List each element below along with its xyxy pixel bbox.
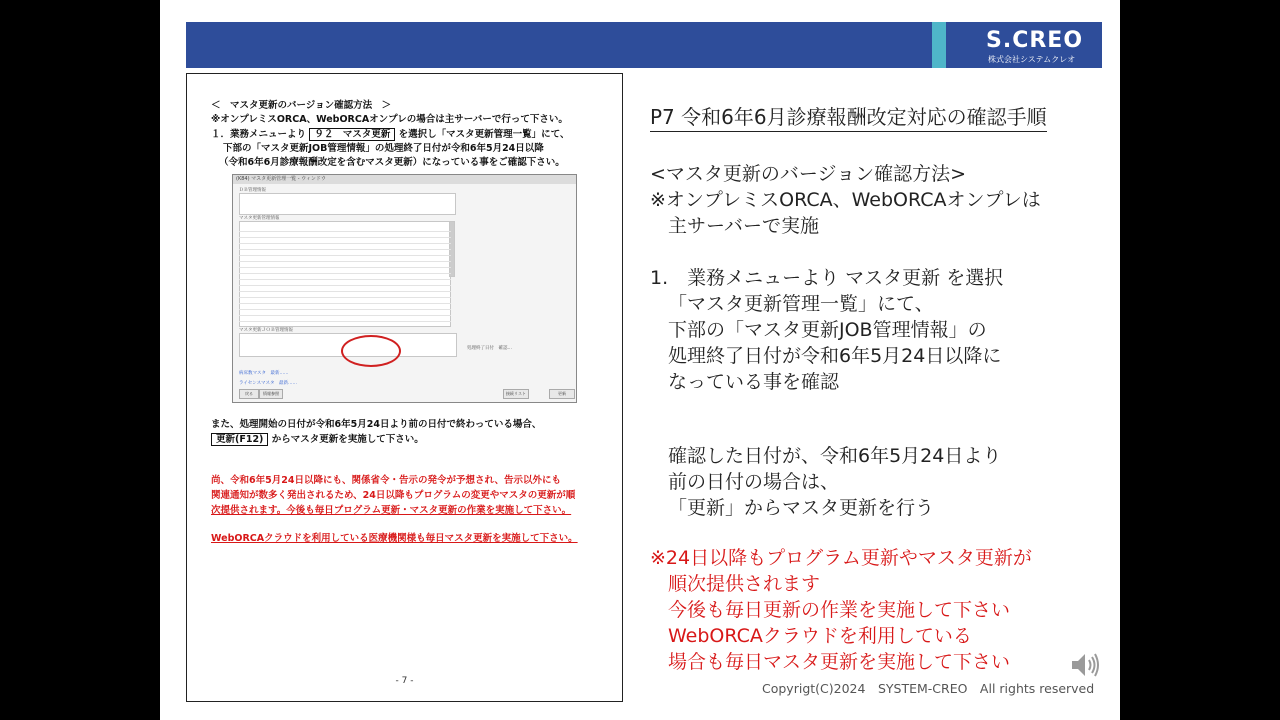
header-accent-bar bbox=[932, 22, 946, 68]
text-line: 下部の「マスタ更新JOB管理情報」の bbox=[668, 319, 987, 341]
orca-screenshot: (K84) マスタ更新管理一覧 - ウィンドウ ＤＢ管理情報 マスタ更新管理情報 マスタ更新ＪＯＢ管理情報 処理終了日付 確認… 病床数マスタ 最新…… ライセンスマスタ 最新…… 戻る 情報参照 接続リスト 更新 bbox=[232, 174, 577, 403]
text-line: 1. 業務メニューより マスタ更新 を選択 bbox=[650, 267, 1004, 289]
doc-heading: ＜ マスタ更新のバージョン確認方法 ＞ bbox=[211, 100, 392, 111]
text-line: なっている事を確認 bbox=[668, 371, 840, 393]
text-line: ※オンプレミスORCA、WebORCAオンプレは bbox=[650, 189, 1041, 211]
text-line: 「マスタ更新管理一覧」にて、 bbox=[668, 293, 934, 315]
highlight-circle bbox=[341, 335, 401, 367]
doc-note-red: 次提供されます。今後も毎日プログラム更新・マスタ更新の作業を実施して下さい。 bbox=[211, 505, 572, 516]
doc-line: また、処理開始の日付が令和6年5月24日より前の日付で終わっている場合、 bbox=[211, 419, 542, 430]
note-line-red: 今後も毎日更新の作業を実施して下さい bbox=[668, 599, 1011, 621]
text-line: 前の日付の場合は、 bbox=[668, 471, 840, 493]
text-line: 「更新」からマスタ更新を行う bbox=[668, 497, 935, 519]
doc-line: （令和6年6月診療報酬改定を含むマスタ更新）になっている事をご確認下さい。 bbox=[219, 157, 565, 168]
note-line-red: 順次提供されます bbox=[668, 573, 821, 595]
note-line-red: WebORCAクラウドを利用している bbox=[668, 625, 972, 647]
logo-text: S.CREO bbox=[986, 28, 1084, 53]
doc-line: 更新(F12) からマスタ更新を実施して下さい。 bbox=[211, 434, 424, 446]
copyright-footer: Copyrigt(C)2024 SYSTEM-CREO All rights reserved bbox=[762, 681, 1095, 696]
doc-line: 下部の「マスタ更新JOB管理情報」の処理終了日付が令和6年5月24日以降 bbox=[223, 143, 544, 154]
doc-line: １．業務メニューより ９２ マスタ更新 を選択し「マスタ更新管理一覧」にて、 bbox=[211, 129, 570, 140]
logo-company-name: 株式会社システムクレオ bbox=[988, 55, 1076, 64]
header-banner bbox=[186, 22, 932, 68]
note-line-red: 場合も毎日マスタ更新を実施して下さい bbox=[668, 651, 1011, 673]
company-logo bbox=[946, 22, 1102, 68]
doc-note-red: WebORCAクラウドを利用している医療機関様も毎日マスタ更新を実施して下さい。 bbox=[211, 533, 578, 544]
text-line: <マスタ更新のバージョン確認方法> bbox=[650, 163, 967, 185]
slide-title: P7 令和6年6月診療報酬改定対応の確認手順 bbox=[650, 104, 1047, 132]
doc-page-number: - 7 - bbox=[395, 676, 414, 686]
doc-line: ※オンプレミスORCA、WebORCAオンプレの場合は主サーバーで行って下さい。 bbox=[211, 114, 568, 125]
slide bbox=[160, 0, 1120, 720]
text-line: 主サーバーで実施 bbox=[668, 215, 820, 237]
text-line: 処理終了日付が令和6年5月24日以降に bbox=[668, 345, 1002, 367]
text-line: 確認した日付が、令和6年5月24日より bbox=[668, 445, 1002, 467]
document-page-image bbox=[186, 73, 623, 702]
doc-note-red: 尚、令和6年5月24日以降にも、関係省令・告示の発令が予想され、告示以外にも bbox=[211, 475, 562, 486]
speaker-icon[interactable] bbox=[1070, 650, 1100, 680]
note-line-red: ※24日以降もプログラム更新やマスタ更新が bbox=[650, 547, 1032, 569]
doc-note-red: 関連通知が数多く発出されるため、24日以降もプログラムの変更やマスタの更新が順 bbox=[211, 490, 576, 501]
